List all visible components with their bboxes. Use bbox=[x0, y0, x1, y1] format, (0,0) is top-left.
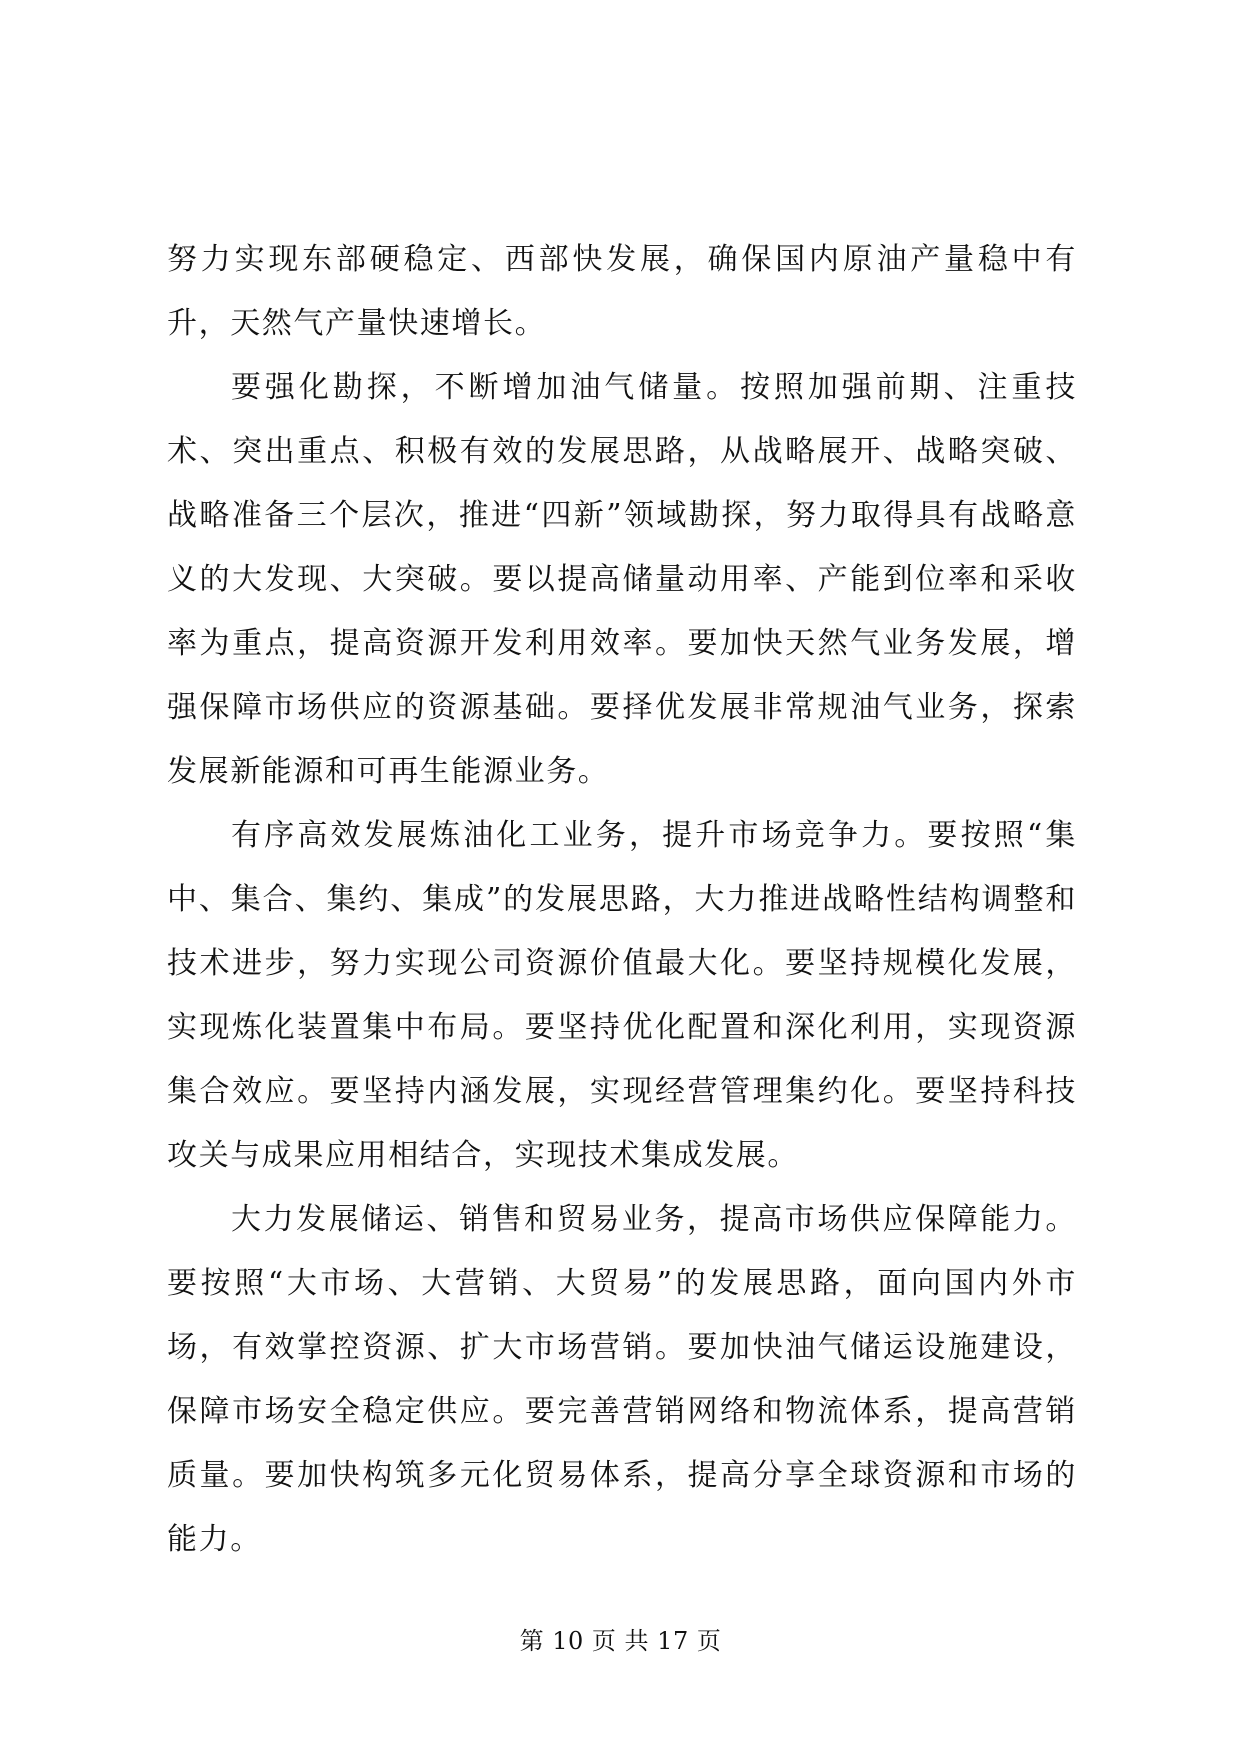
paragraph-sales-trade: 大力发展储运、销售和贸易业务，提高市场供应保障能力。要按照“大市场、大营销、大贸易”的发展思路，面向国内外市场，有效掌控资源、扩大市场营销。要加快油气储运设施建设，保障市场安全稳定供应。要完善营销网络和物流体系，提高营销质量。要加快构筑多元化贸易体系，提高分享全球资源和市场的能力。 bbox=[167, 1202, 1077, 1557]
page-number-footer: 第 10 页 共 17 页 bbox=[519, 1627, 722, 1655]
paragraph-exploration: 要强化勘探，不断增加油气储量。按照加强前期、注重技术、突出重点、积极有效的发展思路，从战略展开、战略突破、战略准备三个层次，推进“四新”领域勘探，努力取得具有战略意义的大发现、大突破。要以提高储量动用率、产能到位率和采收率为重点，提高资源开发利用效率。要加快天然气业务发展，增强保障市场供应的资源基础。要择优发展非常规油气业务，探索发展新能源和可再生能源业务。 bbox=[167, 370, 1077, 789]
paragraph-continued: 努力实现东部硬稳定、西部快发展，确保国内原油产量稳中有升，天然气产量快速增长。 bbox=[167, 242, 1077, 341]
paragraph-refining: 有序高效发展炼油化工业务，提升市场竞争力。要按照“集中、集合、集约、集成”的发展思路，大力推进战略性结构调整和技术进步，努力实现公司资源价值最大化。要坚持规模化发展，实现炼化装置集中布局。要坚持优化配置和深化利用，实现资源集合效应。要坚持内涵发展，实现经营管理集约化。要坚持科技攻关与成果应用相结合，实现技术集成发展。 bbox=[167, 818, 1077, 1173]
document-body bbox=[167, 228, 1077, 1572]
